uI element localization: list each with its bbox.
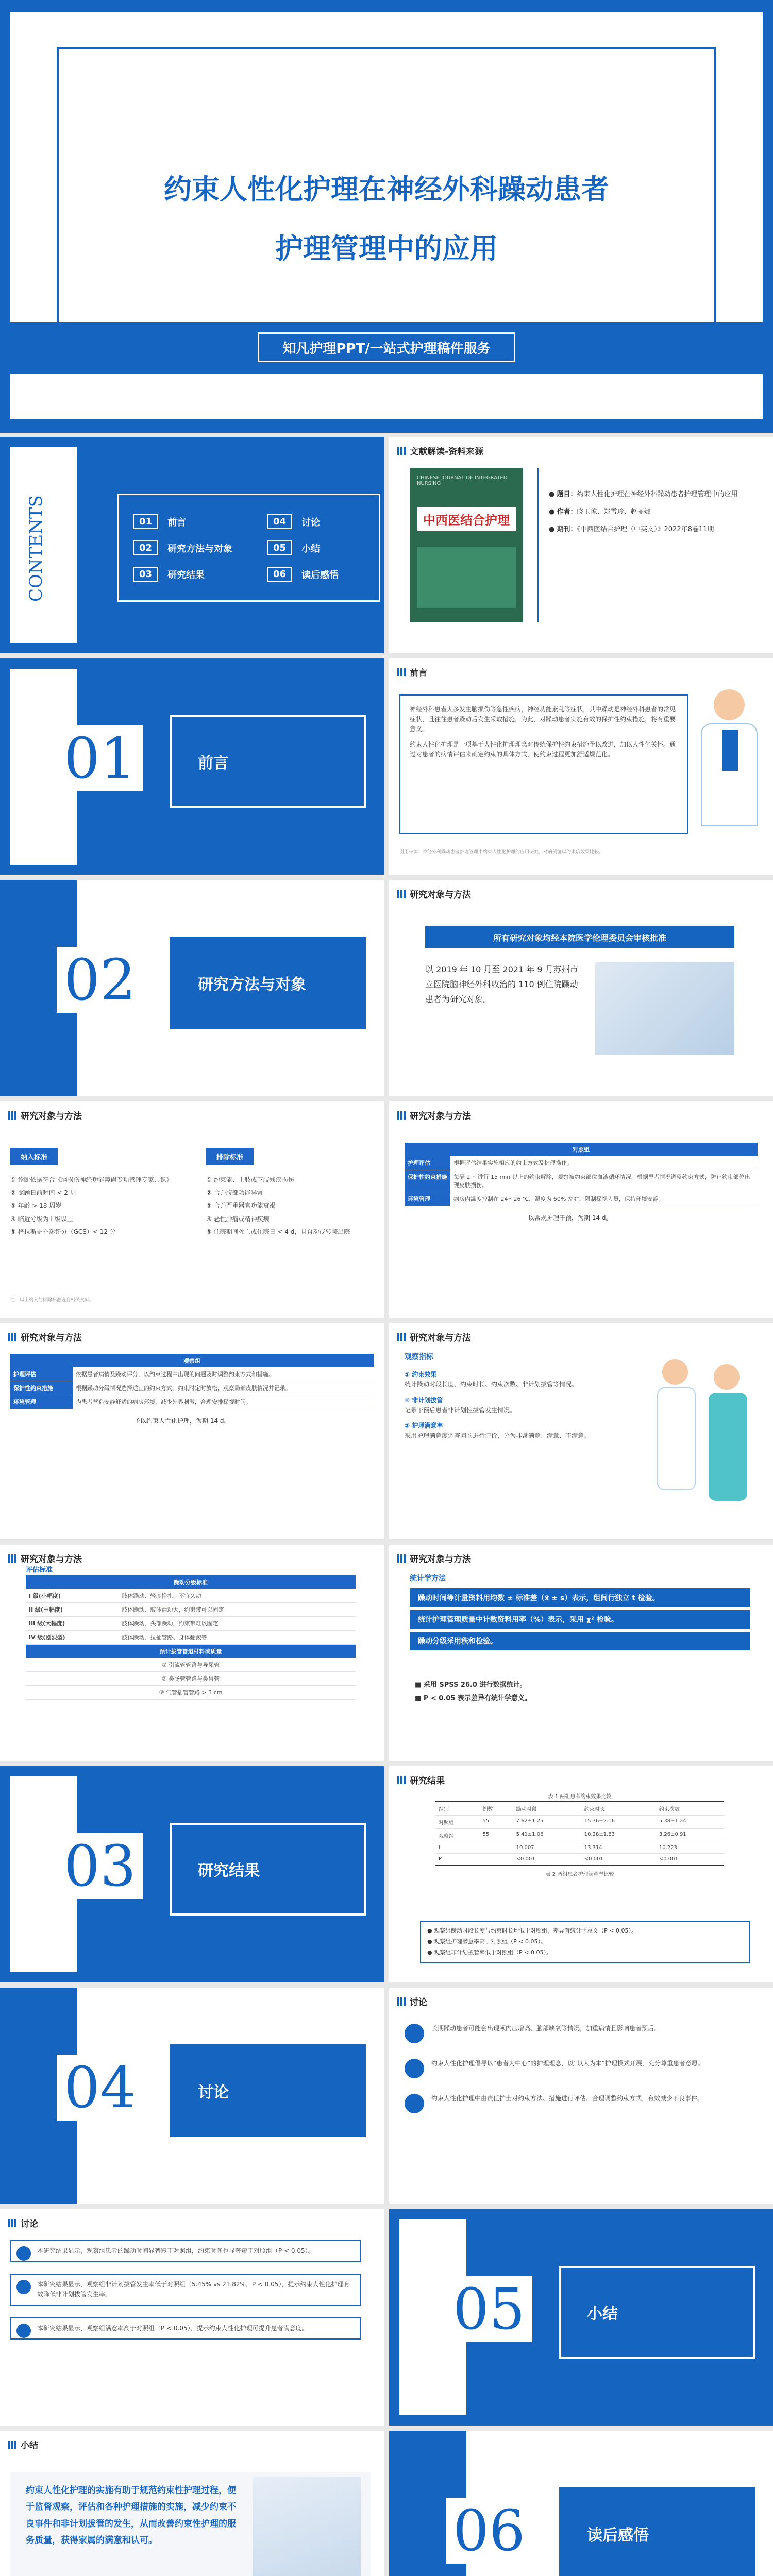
discuss2-slide: 讨论 本研究结果显示，观察组患者的躁动时间显著短于对照组，约束时间也显著短于对照组（P < 0.05）。 本研究结果显示，观察组非计划拔管发生率低于对照组（5.45% vs 21.82%，P < 0.05），提示约束人性化护理有效降低非计划拔管发生率。 本研究结果显示，观察组满意率高于对照组（P < 0.05），提示约束人性化护理可提升患者满意度。 [0,2209,384,2426]
indicators-title: 观察指标 [405,1353,433,1361]
toc-item-6[interactable]: 读后感悟 [301,569,339,581]
section-number-04: 04 [57,2055,143,2121]
section-number-06: 06 [446,2498,532,2564]
section-number-01: 01 [57,725,143,791]
eval-slide: 研究对象与方法 评估标准 躁动分级标准 I 级(小幅度) 肢体躁动、轻度挣扎、不宜久动 II 级(中幅度) 肢体躁动、肢体活动大，约束带可以固定 III 级(大幅度) 肢体躁动、头部躁动，约束带难以固定 IV 级(剧烈型) 肢体躁动、拉扯管路、身体翻滚等 预计拔管管道材料或质量 ① 引流管管路与导尿管 ② 鼻肠管管路与鼻胃管 ③ 气管插管管路 > 3 cm [0,1545,384,1761]
control-footnote: 以常规护理干预，为期 14 d。 [528,1214,612,1222]
journal-cover: CHINESE JOURNAL OF INTEGRATED NURSING 中西医结合护理 [410,468,523,622]
doctor-illustration [698,689,760,844]
cover-slide [0,0,773,433]
toc-item-5[interactable]: 小结 [301,543,321,554]
cover-title-line2: 护理管理中的应用 [275,232,498,265]
stats-bars: 躁动时间等计量资料用均数 ± 标准差（x̄ ± s）表示，组间行独立 t 检验。 统计护理管理质量中计数资料用率（%）表示，采用 χ² 检验。 躁动分级采用秩和检验。 [410,1588,750,1653]
section-title-04: 讨论 [170,2044,366,2137]
exclusion-label: 排除标准 [206,1148,254,1165]
cover-title-line1: 约束人性化护理在神经外科躁动患者 [164,173,609,206]
section-title-06: 读后感悟 [559,2487,755,2576]
control-table: 对照组 护理评估 根据评估结果实施相应的约束方式及护理操作。 保护性约束措施 每隔 2 h 进行 15 min 以上的约束解除，观察被约束部位血液循环情况，根据患者情况调整约束方式，防止约束部位出现皮肤损伤。 环境管理 病房内温度控制在 24～26 ℃，湿度为 60% 左右，限制探视人员，保持环境安静。 以常规护理干预，为期 14 d。 [405,1143,758,1222]
source-info: ● 题目：约束人性化护理在神经外科躁动患者护理管理中的应用 ● 作者：晓玉琼、郑雪玲、赵丽娜 ● 期刊：《中西医结合护理（中英文）》2022年8卷11期 [549,490,738,533]
section-02-slide [0,880,384,1096]
toc-item-3[interactable]: 研究结果 [167,569,205,581]
stats-title: 统计学方法 [410,1574,446,1583]
nurses-illustration [657,1359,760,1514]
intro-slide: 前言 神经外科患者大多发生脑损伤等急性疾病，神经功能紊乱等症状，其中躁动是神经外科患者的常见症状，且往往患者躁动后发生采取措施，为此，对躁动患者实施有效的保护性约束措施，将有重要意义。 约束人性化护理是一项基于人性化护理理念对传统保护性约束措施予以改进，加以人性化关怀。通过对患者的病情评估来确定约束的具体方式，使约束过程更加舒适规范化。 引用来源：神经外科躁动患者护理管理中约束人性化护理的应用研究，对病例施以约束后效果比较。 [389,658,773,875]
observe-group-slide: 研究对象与方法 观察组 护理评估 依据患者病情及躁动评分，以约束过程中出现的问题及时调整约束方式和措施。 保护性约束措施 根据躁动分级情况选择适宜的约束方式，约束时定时放松，观察局部皮肤情况并记录。 环境管理 为患者营造安静舒适的病房环境，减少外界刺激，合理安排探视时间。 予以约束人性化护理，为期 14 d。 [0,1323,384,1539]
observe-table: 观察组 护理评估 依据患者病情及躁动评分，以约束过程中出现的问题及时调整约束方式和措施。 保护性约束措施 根据躁动分级情况选择适宜的约束方式，约束时定时放松，观察局部皮肤情况并记录。 环境管理 为患者营造安静舒适的病房环境，减少外界刺激，合理安排探视时间。 予以约束人性化护理，为期 14 d。 [10,1354,374,1425]
section-06-slide [389,2431,773,2576]
indicators-list: ① 约束效果 统计躁动时段长度、约束时长、约束次数、非计划拔管等情况。 ② 非计划拔管 记录干预后患者非计划性拔管发生情况。 ③ 护理满意率 采用护理满意度调查问卷进行评价，分为非常满意、满意、不满意。 [405,1371,591,1439]
section-number-03: 03 [57,1833,143,1899]
section-05-slide [389,2209,773,2426]
section-03-slide [0,1766,384,1982]
summary-slide: 小结 约束人性化护理的实施有助于规范约束性护理过程，便于监督观察，评估和各种护理措施的实施，减少约束不良事件和非计划拔管的发生，从而改善约束性护理的服务质量，获得家属的满意和认可。 [0,2431,384,2576]
toc-item-4[interactable]: 讨论 [301,517,321,528]
intro-box [399,694,688,834]
section-number-05: 05 [446,2276,532,2342]
indicators-slide: 研究对象与方法 观察指标 ① 约束效果 统计躁动时段长度、约束时长、约束次数、非计划拔管等情况。 ② 非计划拔管 记录干预后患者非计划性拔管发生情况。 ③ 护理满意率 采用护理满意度调查问卷进行评价，分为非常满意、满意、不满意。 [389,1323,773,1539]
section-title-01: 前言 [170,715,366,808]
section-01-slide [0,658,384,875]
stats-slide: 研究对象与方法 统计学方法 躁动时间等计量资料用均数 ± 标准差（x̄ ± s）表示，组间行独立 t 检验。 统计护理管理质量中计数资料用率（%）表示，采用 χ² 检验。 躁动分级采用秩和检验。 ■ 采用 SPSS 26.0 进行数据统计。 ■ P < 0.05 表示差异有统计学意义。 [389,1545,773,1761]
inclusion-label: 纳入标准 [10,1148,58,1165]
journal-name: 中西医结合护理 [417,507,516,531]
section-04-slide [0,1988,384,2204]
result-notes: ● 观察组躁动时段长度与约束时长均低于对照组，差异有统计学意义（P < 0.05）。 ● 观察组护理满意率高于对照组（P < 0.05）。 ● 观察组非计划拔管率低于对照组（P < 0.05）。 [420,1921,750,1963]
intro-footnote: 引用来源：神经外科躁动患者护理管理中约束人性化护理的应用研究，对病例施以约束后效果比较。 [399,850,604,855]
section-title-02: 研究方法与对象 [170,937,366,1029]
toc-item-2[interactable]: 研究方法与对象 [167,543,233,554]
discuss-slide: 讨论 长期躁动患者可能会出现颅内压增高、脑部缺氧等情况，加重病情且影响患者预后。 约束人性化护理倡导以“患者为中心”的护理理念，以“以人为本”护理模式开展，充分尊重患者意愿。 约束人性化护理中由责任护士对约束方法、措施进行评估，合理调整约束方式，有效减少不良事件。 [389,1988,773,2204]
contents-label: CONTENTS [26,495,46,602]
inclusion-list: ① 诊断依据符合《脑损伤神经功能障碍专项管理专家共识》 ② 照顾日前时间 < 2 周 ③ 年龄 > 18 周岁 ④ 临近分级为 I 级以上 ⑤ 格拉斯哥昏迷评分（GCS）< 12 分 [10,1176,173,1235]
criteria-slide: 研究对象与方法 纳入标准 排除标准 ① 诊断依据符合《脑损伤神经功能障碍专项管理专家共识》 ② 照顾日前时间 < 2 周 ③ 年龄 > 18 周岁 ④ 临近分级为 I 级以上 ⑤ 格拉斯哥昏迷评分（GCS）< 12 分 ① 约束能、上肢或下肢残疾损伤 ② 合并腹部功能异常 ③ 合并严重器官功能衰竭 ④ 恶性肿瘤或精神疾病 ⑤ 住院期间死亡或住院日 < 4 d，且自动或转院出院 注：以上纳入与排除标准选自相关文献。 [0,1101,384,1318]
method-slide: 研究对象与方法 所有研究对象均经本院医学伦理委员会审核批准 以 2019 年 10 月至 2021 年 9 月苏州市立医院脑神经外科收治的 110 例住院躁动患者为研究对象。 [389,880,773,1096]
section-title-05: 小结 [559,2266,755,2359]
control-slide: 研究对象与方法 对照组 护理评估 根据评估结果实施相应的约束方式及护理操作。 保护性约束措施 每隔 2 h 进行 15 min 以上的约束解除，观察被约束部位血液循环情况，根据患者情况调整约束方式，防止约束部位出现皮肤损伤。 环境管理 病房内温度控制在 24～26 ℃，湿度为 60% 左右，限制探视人员，保持环境安静。 以常规护理干预，为期 14 d。 [389,1101,773,1318]
intro-paragraph-1: 神经外科患者大多发生脑损伤等急性疾病，神经功能紊乱等症状，其中躁动是神经外科患者的常见症状，且往往患者躁动后发生采取措施，为此，对躁动患者实施有效的保护性约束措施，将有重要意义。 [410,706,676,733]
summary-photo [253,2477,361,2576]
criteria-footnote: 注：以上纳入与排除标准选自相关文献。 [10,1298,94,1303]
source-slide: 文献解读-资料来源 CHINESE JOURNAL OF INTEGRATED NURSING 中西医结合护理 ● 题目：约束人性化护理在神经外科躁动患者护理管理中的应用 ● 作者：晓玉琼、郑雪玲、赵丽娜 ● 期刊：《中西医结合护理（中英文）》2022年8卷11期 [389,437,773,653]
section-number-02: 02 [57,947,143,1013]
eval-title: 评估标准 [26,1566,53,1574]
ethics-banner: 所有研究对象均经本院医学伦理委员会审核批准 [425,926,734,948]
toc-slide [0,437,384,653]
method-paragraph: 以 2019 年 10 月至 2021 年 9 月苏州市立医院脑神经外科收治的 110 例住院躁动患者为研究对象。 [425,964,578,1004]
exclusion-list: ① 约束能、上肢或下肢残疾损伤 ② 合并腹部功能异常 ③ 合并严重器官功能衰竭 ④ 恶性肿瘤或精神疾病 ⑤ 住院期间死亡或住院日 < 4 d，且自动或转院出院 [206,1176,350,1235]
result-table: 表 1 两组患者约束效果比较 组别 例数 躁动时段 约束时长 约束次数 对照组 55 7.62±1.25 15.36±2.16 5.38±1.24 观察组 55 5.41±1.06 10.28±1.83 3.26±0.91 t 10.007 13.314 10.223 P <0.001 <0.001 <0.001 表 2 两组患者护理满意率比较 [435,1792,724,1877]
summary-text: 约束人性化护理的实施有助于规范约束性护理过程，便于监督观察，评估和各种护理措施的实施，减少约束不良事件和非计划拔管的发生，从而改善约束性护理的服务质量，获得家属的满意和认可。 [26,2485,236,2546]
toc-item-1[interactable]: 前言 [167,517,187,528]
intro-paragraph-2: 约束人性化护理是一项基于人性化护理理念对传统保护性约束措施予以改进，加以人性化关怀。通过对患者的病情评估来确定约束的具体方式，使约束过程更加舒适规范化。 [410,740,676,758]
result-slide: 研究结果 表 1 两组患者约束效果比较 组别 例数 躁动时段 约束时长 约束次数 对照组 55 7.62±1.25 15.36±2.16 5.38±1.24 观察组 55 5.41±1.06 10.28±1.83 3.26±0.91 t 10.007 13.314 10.223 P <0.001 <0.001 <0.001 表 2 两组患者护理满意率比较 ● 观察组躁动时段长度与约束时长均低于对照组，差异有统计学意义（P < 0.05）。 ● 观察组护理满意率高于对照组（P < 0.05）。 ● 观察组非计划拔管率低于对照组（P < 0.05）。 [389,1766,773,1982]
stats-notes: ■ 采用 SPSS 26.0 进行数据统计。 ■ P < 0.05 表示差异有统计学意义。 [415,1681,531,1702]
discuss2-list: 本研究结果显示，观察组患者的躁动时间显著短于对照组，约束时间也显著短于对照组（P < 0.05）。 本研究结果显示，观察组非计划拔管发生率低于对照组（5.45% vs 21.82%，P < 0.05），提示约束人性化护理有效降低非计划拔管发生率。 本研究结果显示，观察组满意率高于对照组（P < 0.05），提示约束人性化护理可提升患者满意度。 [10,2240,361,2340]
observe-footnote: 予以约束人性化护理，为期 14 d。 [134,1417,230,1425]
section-title-03: 研究结果 [170,1823,366,1916]
toc-list: 01 前言 04 讨论 02 研究方法与对象 05 小结 03 研究结果 06 读后感悟 [133,514,380,582]
discuss-list: 长期躁动患者可能会出现颅内压增高、脑部缺氧等情况，加重病情且影响患者预后。 约束人性化护理倡导以“患者为中心”的护理理念，以“以人为本”护理模式开展，充分尊重患者意愿。 约束人性化护理中由责任护士对约束方法、措施进行评估，合理调整约束方式，有效减少不良事件。 [405,2024,755,2113]
hospital-photo [595,962,734,1055]
eval-table: 躁动分级标准 I 级(小幅度) 肢体躁动、轻度挣扎、不宜久动 II 级(中幅度) 肢体躁动、肢体活动大，约束带可以固定 III 级(大幅度) 肢体躁动、头部躁动，约束带难以固定 IV 级(剧烈型) 肢体躁动、拉扯管路、身体翻滚等 预计拔管管道材料或质量 ① 引流管管路与导尿管 ② 鼻肠管管路与鼻胃管 ③ 气管插管管路 > 3 cm [26,1575,356,1700]
cover-subtitle: 知凡护理PPT/一站式护理稿件服务 [258,332,515,362]
